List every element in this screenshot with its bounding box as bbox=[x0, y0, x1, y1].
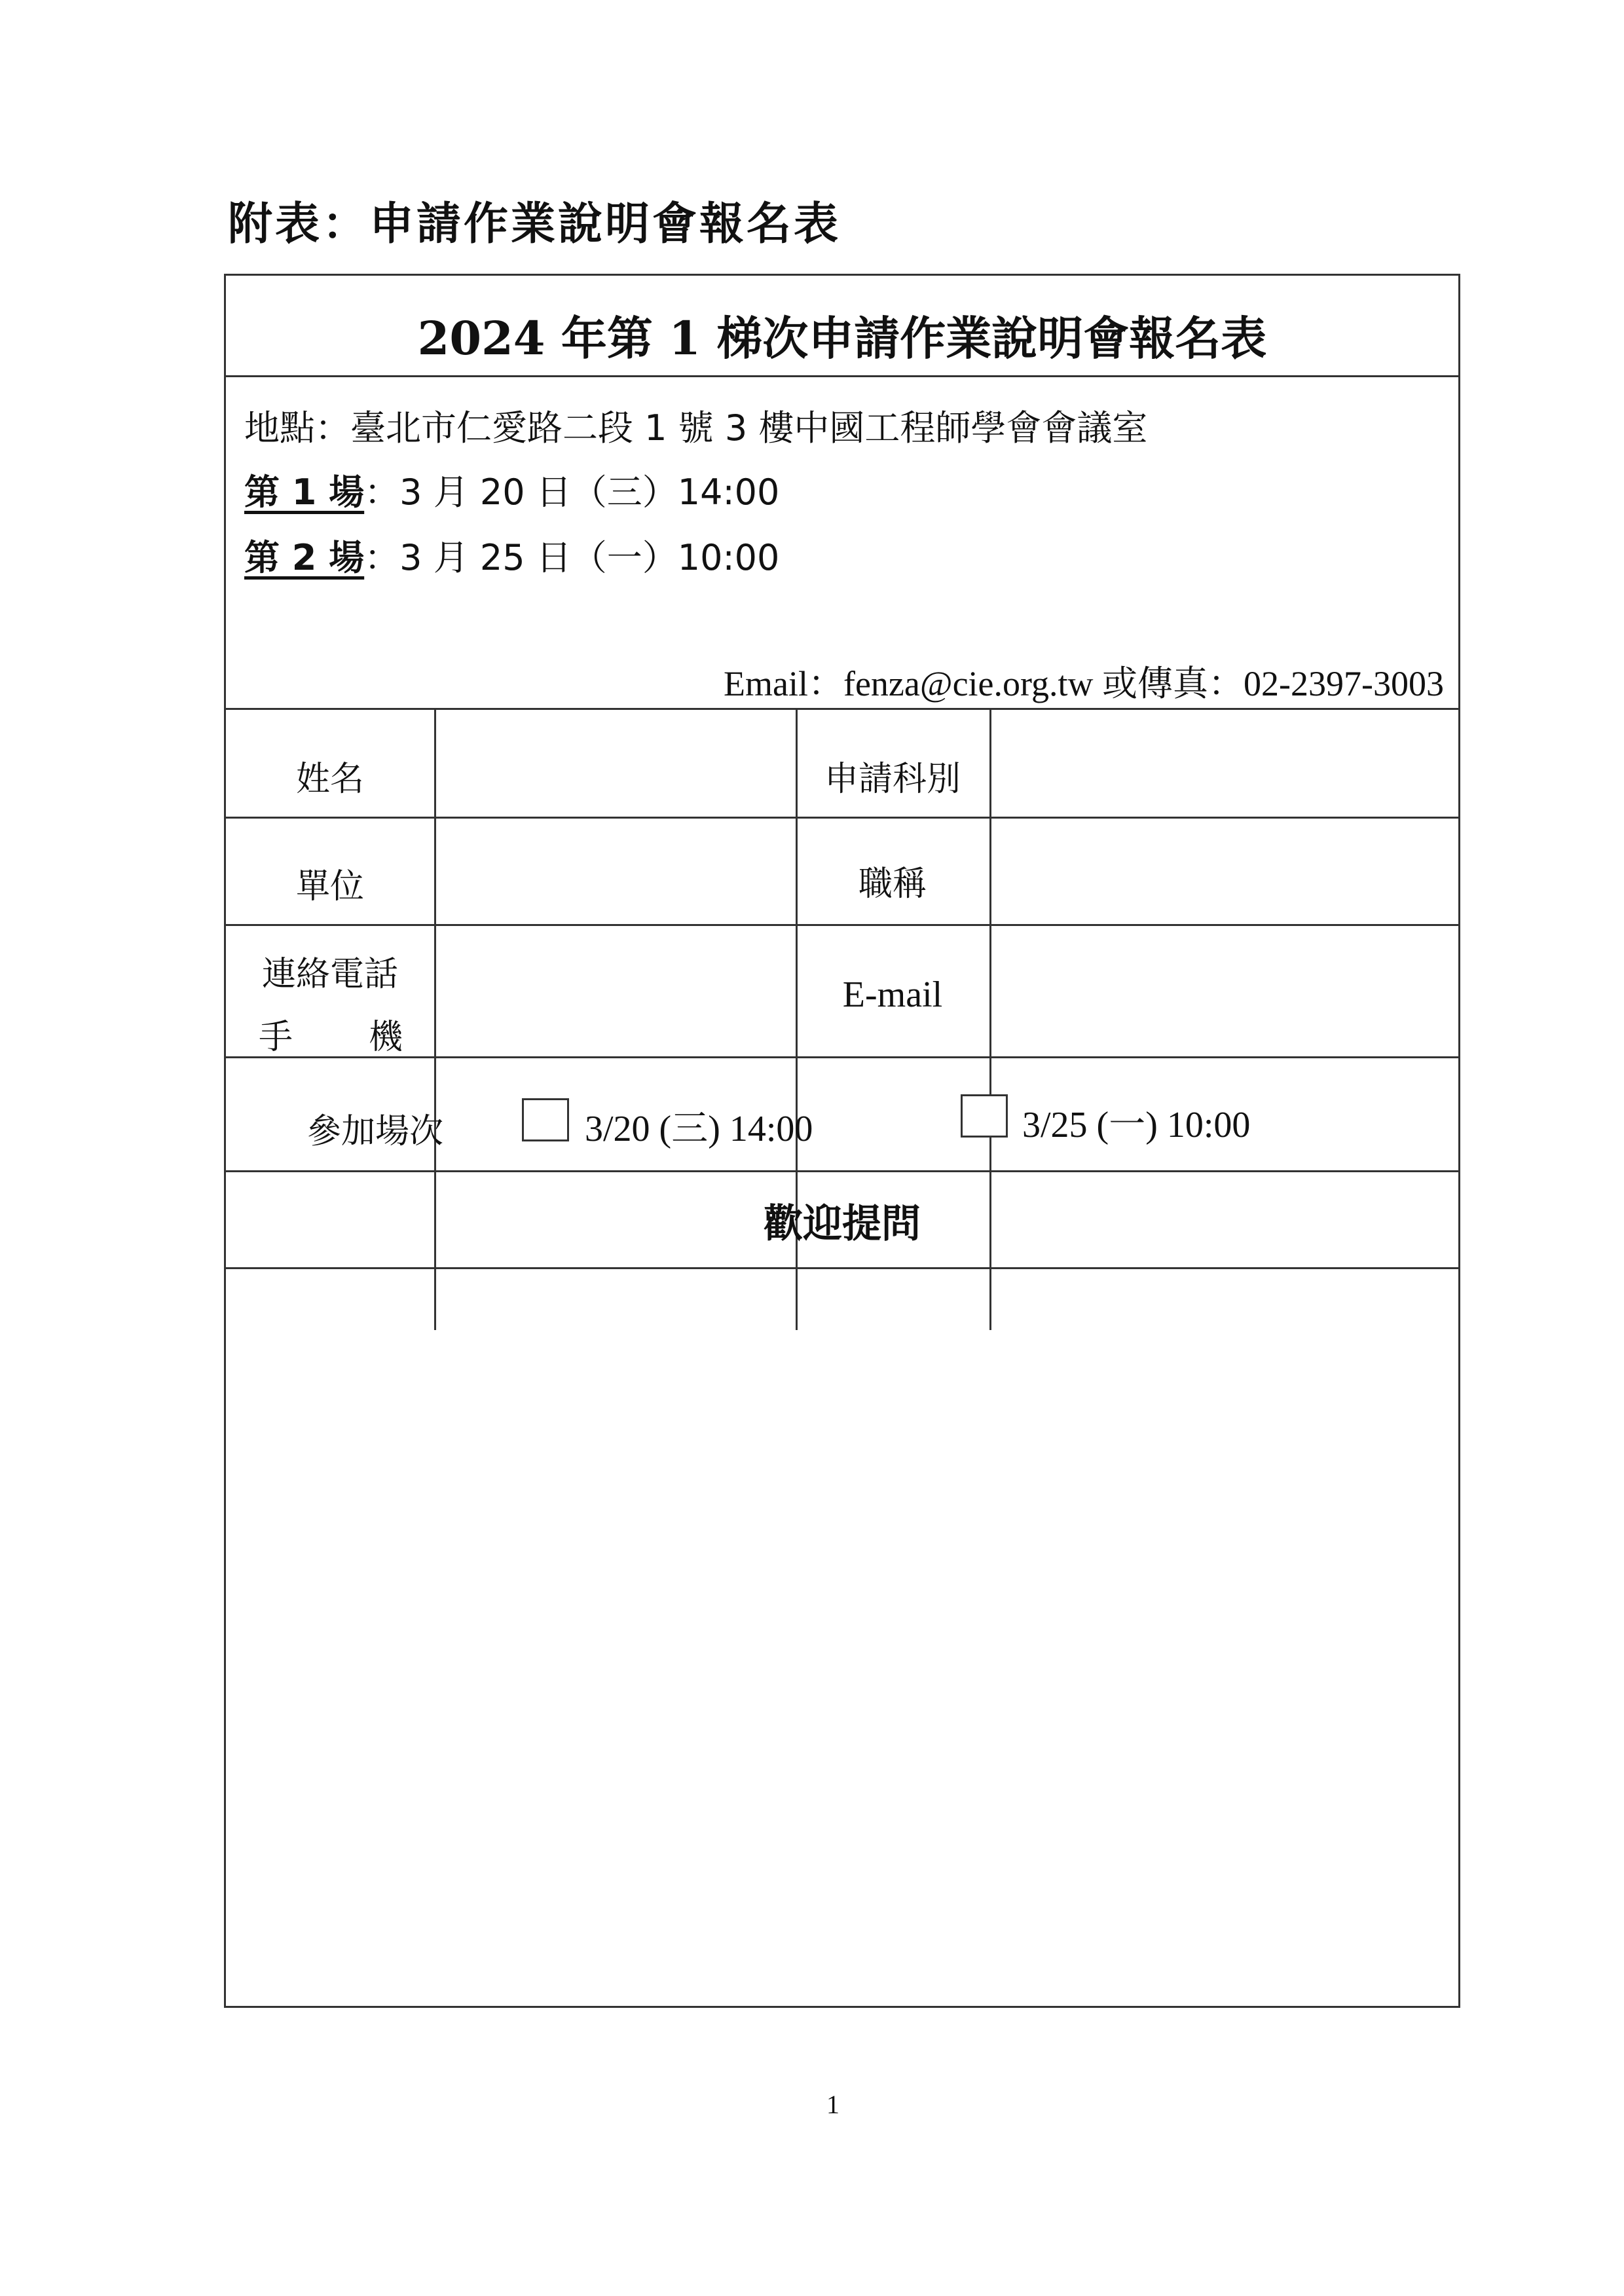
phone-input-cell[interactable] bbox=[436, 926, 794, 1054]
category-input-cell[interactable] bbox=[991, 710, 1456, 815]
email-input-cell[interactable] bbox=[991, 926, 1456, 1054]
divider bbox=[226, 1056, 1458, 1058]
session-1-time: ：3 月 20 日（三）14:00 bbox=[364, 472, 780, 513]
session-2-time: ：3 月 25 日（一）10:00 bbox=[364, 537, 780, 578]
mobile-label-right: 機 bbox=[369, 1018, 403, 1057]
session-2-option: 3/25 (一) 10:00 bbox=[1022, 1105, 1251, 1145]
category-label: 申請科別 bbox=[824, 760, 961, 799]
job-title-input-cell[interactable] bbox=[991, 819, 1456, 922]
session-1-option: 3/20 (三) 14:00 bbox=[585, 1109, 813, 1149]
registration-form bbox=[224, 274, 1460, 2008]
questions-title: 歡迎提問 bbox=[764, 1201, 921, 1247]
location-text: 地點：臺北市仁愛路二段 1 號 3 樓中國工程師學會會議室 bbox=[244, 407, 1148, 449]
session-1-label: 第 1 場 bbox=[244, 472, 365, 513]
form-title: 2024 年第 1 梯次申請作業說明會報名表 bbox=[417, 311, 1267, 365]
session-1-info bbox=[244, 464, 779, 515]
divider bbox=[226, 375, 1458, 377]
attendance-label: 參加場次 bbox=[307, 1112, 444, 1151]
contact-info: Email：fenza@cie.org.tw 或傳真：02-2397-3003 bbox=[724, 664, 1444, 703]
job-title-label: 職稱 bbox=[858, 864, 927, 904]
session-2-info bbox=[244, 530, 779, 580]
unit-input-cell[interactable] bbox=[436, 819, 794, 922]
session-2-checkbox[interactable] bbox=[961, 1094, 1008, 1138]
session-2-label: 第 2 場 bbox=[244, 537, 365, 578]
mobile-label-left: 手 bbox=[259, 1018, 293, 1057]
name-label: 姓名 bbox=[295, 760, 364, 799]
phone-label: 連絡電話 bbox=[261, 955, 398, 994]
name-input-cell[interactable] bbox=[436, 710, 794, 815]
session-1-checkbox[interactable] bbox=[522, 1098, 569, 1141]
divider bbox=[226, 1170, 1458, 1172]
unit-label: 單位 bbox=[295, 867, 364, 906]
page-title: 附表：申請作業說明會報名表 bbox=[228, 198, 841, 250]
page-number: 1 bbox=[826, 2090, 840, 2119]
questions-area[interactable] bbox=[226, 1269, 1458, 2006]
email-label: E-mail bbox=[842, 974, 943, 1015]
